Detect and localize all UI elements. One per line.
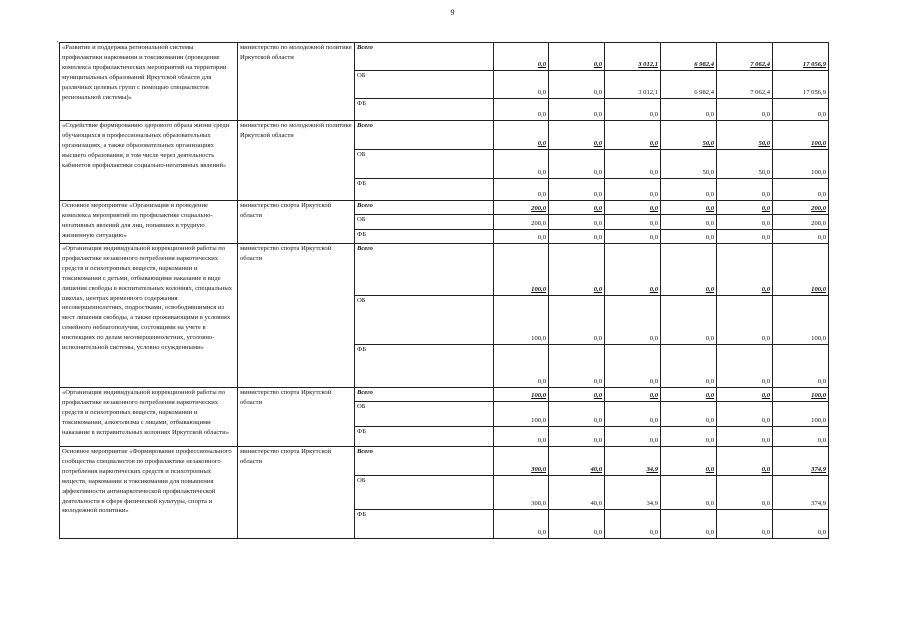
- table-body: [60, 43, 829, 539]
- funding-value: 0,0: [494, 150, 549, 179]
- funding-value: 374,9: [773, 447, 829, 476]
- funding-value: 0,0: [661, 296, 717, 345]
- funding-value: 374,9: [773, 476, 829, 510]
- funding-value: 50,0: [717, 121, 773, 150]
- funding-value: 0,0: [661, 510, 717, 539]
- funding-value: 0,0: [661, 427, 717, 447]
- funding-value: 0,0: [717, 388, 773, 402]
- funding-value: 0,0: [494, 427, 549, 447]
- responsible-executor: министерство по молодежной политике Иркутской области: [238, 121, 355, 201]
- funding-value: 0,0: [549, 99, 605, 121]
- funding-value: 300,0: [494, 476, 549, 510]
- funding-source: ФБ: [355, 179, 494, 201]
- funding-source: Всего: [355, 447, 494, 476]
- funding-value: 0,0: [717, 201, 773, 215]
- funding-value: 0,0: [605, 345, 661, 388]
- funding-value: 0,0: [605, 99, 661, 121]
- funding-value: 0,0: [549, 150, 605, 179]
- funding-value: 0,0: [549, 121, 605, 150]
- funding-value: 0,0: [605, 179, 661, 201]
- funding-source: ОБ: [355, 71, 494, 99]
- funding-value: 0,0: [661, 179, 717, 201]
- funding-value: 100,0: [494, 388, 549, 402]
- funding-value: 0,0: [494, 510, 549, 539]
- funding-value: 0,0: [549, 215, 605, 230]
- funding-value: 0,0: [494, 71, 549, 99]
- funding-value: 0,0: [494, 99, 549, 121]
- funding-source: ФБ: [355, 510, 494, 539]
- funding-value: 0,0: [661, 402, 717, 427]
- funding-value: 34,9: [605, 476, 661, 510]
- responsible-executor: министерство спорта Иркутской области: [238, 244, 355, 388]
- table-row: [60, 121, 829, 150]
- funding-value: 17 056,9: [773, 71, 829, 99]
- funding-value: 200,0: [494, 215, 549, 230]
- funding-source: ФБ: [355, 427, 494, 447]
- funding-value: 0,0: [549, 296, 605, 345]
- funding-value: 0,0: [773, 510, 829, 539]
- funding-value: 0,0: [549, 345, 605, 388]
- funding-value: 0,0: [661, 244, 717, 296]
- funding-value: 0,0: [717, 427, 773, 447]
- funding-value: 0,0: [549, 388, 605, 402]
- funding-value: 0,0: [717, 510, 773, 539]
- funding-value: 0,0: [605, 215, 661, 230]
- funding-value: 0,0: [494, 230, 549, 244]
- funding-value: 0,0: [549, 201, 605, 215]
- funding-source: ФБ: [355, 345, 494, 388]
- funding-value: 0,0: [773, 99, 829, 121]
- responsible-executor: министерство по молодежной политике Иркутской области: [238, 43, 355, 121]
- funding-source: ОБ: [355, 296, 494, 345]
- funding-source: ОБ: [355, 150, 494, 179]
- funding-value: 100,0: [773, 402, 829, 427]
- funding-source: ОБ: [355, 402, 494, 427]
- funding-source: Всего: [355, 244, 494, 296]
- table-row: [60, 43, 829, 71]
- activity-name: «Содействие формированию здорового образа жизни среди обучающихся в профессиональных образовательных организациях, а также образовательных организациях высшего образования, в том числе через деятельность кабинетов профилактики социально-негативных явлений»: [60, 121, 238, 201]
- funding-source: Всего: [355, 121, 494, 150]
- responsible-executor: министерство спорта Иркутской области: [238, 388, 355, 447]
- funding-value: 0,0: [717, 230, 773, 244]
- funding-value: 0,0: [661, 447, 717, 476]
- funding-value: 0,0: [661, 476, 717, 510]
- funding-value: 0,0: [717, 402, 773, 427]
- funding-value: 0,0: [605, 244, 661, 296]
- table-row: [60, 388, 829, 402]
- funding-value: 0,0: [717, 296, 773, 345]
- tick-mark: ': [57, 40, 59, 48]
- funding-value: 100,0: [773, 388, 829, 402]
- funding-table: [59, 42, 829, 539]
- funding-value: 200,0: [773, 201, 829, 215]
- funding-value: 0,0: [494, 121, 549, 150]
- funding-value: 100,0: [773, 150, 829, 179]
- funding-value: 0,0: [717, 99, 773, 121]
- funding-value: 0,0: [773, 230, 829, 244]
- funding-source: ФБ: [355, 99, 494, 121]
- funding-value: 3 012,1: [605, 71, 661, 99]
- funding-value: 0,0: [549, 244, 605, 296]
- funding-value: 7 062,4: [717, 71, 773, 99]
- funding-value: 40,0: [549, 447, 605, 476]
- funding-source: ОБ: [355, 476, 494, 510]
- funding-source: Всего: [355, 43, 494, 71]
- table-row: [60, 201, 829, 215]
- funding-value: 34,9: [605, 447, 661, 476]
- activity-name: «Организация индивидуальной коррекционной работы по профилактике незаконного потребления наркотических средств и психотропных веществ, наркомании и токсикомании, алкоголизма с лицами, отбывающими наказание в исправительных колониях Иркутской области»: [60, 388, 238, 447]
- funding-value: 100,0: [494, 296, 549, 345]
- funding-value: 0,0: [661, 388, 717, 402]
- funding-value: 0,0: [661, 345, 717, 388]
- funding-value: 300,0: [494, 447, 549, 476]
- page-number: 9: [450, 8, 455, 17]
- funding-value: 0,0: [549, 427, 605, 447]
- table-row: [60, 447, 829, 476]
- funding-value: 0,0: [605, 296, 661, 345]
- funding-value: 0,0: [605, 402, 661, 427]
- funding-value: 40,0: [549, 476, 605, 510]
- funding-value: 50,0: [661, 150, 717, 179]
- activity-name: «Организация индивидуальной коррекционной работы по профилактике незаконного потребления наркотических средств и психотропных веществ, наркомании и токсикомании с детьми, отбывающими наказание в виде лишения свободы в воспитательных колониях, специальных школах, центрах временного содержания несовершеннолетних, подростками, освободившимися из мест лишения свободы, а также проживающими в условиях семейного неблагополучия, состоящими на учете в инспекциях по делам несовершеннолетних, уголовно-исполнительной системы, условно осужденными»: [60, 244, 238, 388]
- funding-value: 0,0: [605, 230, 661, 244]
- funding-value: 0,0: [494, 179, 549, 201]
- funding-value: 0,0: [661, 99, 717, 121]
- funding-value: 0,0: [773, 345, 829, 388]
- activity-name: «Развитие и поддержка региональной системы профилактики наркомании и токсикомании (проведение комплекса профилактических мероприятий на территории муниципальных образований Иркутской области для различных целевых групп с помощью специалистов региональной системы)»: [60, 43, 238, 121]
- funding-source: Всего: [355, 388, 494, 402]
- funding-value: 0,0: [605, 121, 661, 150]
- activity-name: Основное мероприятие «Организация и проведение комплекса мероприятий по профилактике социально-негативных явлений для лиц, попавших в трудную жизненную ситуацию»: [60, 201, 238, 244]
- funding-value: 0,0: [773, 179, 829, 201]
- funding-value: 17 056,9: [773, 43, 829, 71]
- funding-value: 0,0: [494, 345, 549, 388]
- funding-value: 0,0: [494, 43, 549, 71]
- funding-value: 0,0: [549, 43, 605, 71]
- table-row: [60, 244, 829, 296]
- activity-name: Основное мероприятие «Формирование профессионального сообщества специалистов по профилактике незаконного потребления наркотических средств и психотропных веществ, наркомании и токсикомании для повышения эффективности антинаркотической профилактической деятельности в сфере физической культуры, спорта и молодежной политики»: [60, 447, 238, 539]
- funding-value: 50,0: [717, 150, 773, 179]
- funding-value: 6 982,4: [661, 71, 717, 99]
- funding-value: 200,0: [494, 201, 549, 215]
- funding-source: Всего: [355, 201, 494, 215]
- funding-source: ОБ: [355, 215, 494, 230]
- funding-value: 0,0: [717, 215, 773, 230]
- funding-value: 7 062,4: [717, 43, 773, 71]
- funding-value: 0,0: [549, 71, 605, 99]
- funding-value: 0,0: [717, 345, 773, 388]
- funding-value: 0,0: [661, 201, 717, 215]
- funding-value: 100,0: [773, 121, 829, 150]
- responsible-executor: министерство спорта Иркутской области: [238, 447, 355, 539]
- funding-value: 0,0: [549, 402, 605, 427]
- funding-value: 0,0: [605, 150, 661, 179]
- funding-value: 0,0: [717, 476, 773, 510]
- funding-value: 0,0: [773, 427, 829, 447]
- funding-value: 0,0: [661, 230, 717, 244]
- funding-value: 0,0: [605, 388, 661, 402]
- funding-value: 0,0: [605, 427, 661, 447]
- funding-value: 50,0: [661, 121, 717, 150]
- funding-value: 3 012,1: [605, 43, 661, 71]
- funding-value: 6 982,4: [661, 43, 717, 71]
- funding-value: 0,0: [717, 179, 773, 201]
- funding-value: 100,0: [773, 296, 829, 345]
- funding-value: 0,0: [549, 179, 605, 201]
- funding-value: 0,0: [605, 201, 661, 215]
- funding-value: 0,0: [717, 244, 773, 296]
- funding-value: 0,0: [717, 447, 773, 476]
- funding-value: 0,0: [549, 510, 605, 539]
- funding-value: 200,0: [773, 215, 829, 230]
- funding-value: 100,0: [494, 244, 549, 296]
- funding-value: 100,0: [494, 402, 549, 427]
- funding-value: 0,0: [661, 215, 717, 230]
- funding-source: ФБ: [355, 230, 494, 244]
- funding-value: 100,0: [773, 244, 829, 296]
- responsible-executor: министерство спорта Иркутской области: [238, 201, 355, 244]
- funding-value: 0,0: [549, 230, 605, 244]
- funding-value: 0,0: [605, 510, 661, 539]
